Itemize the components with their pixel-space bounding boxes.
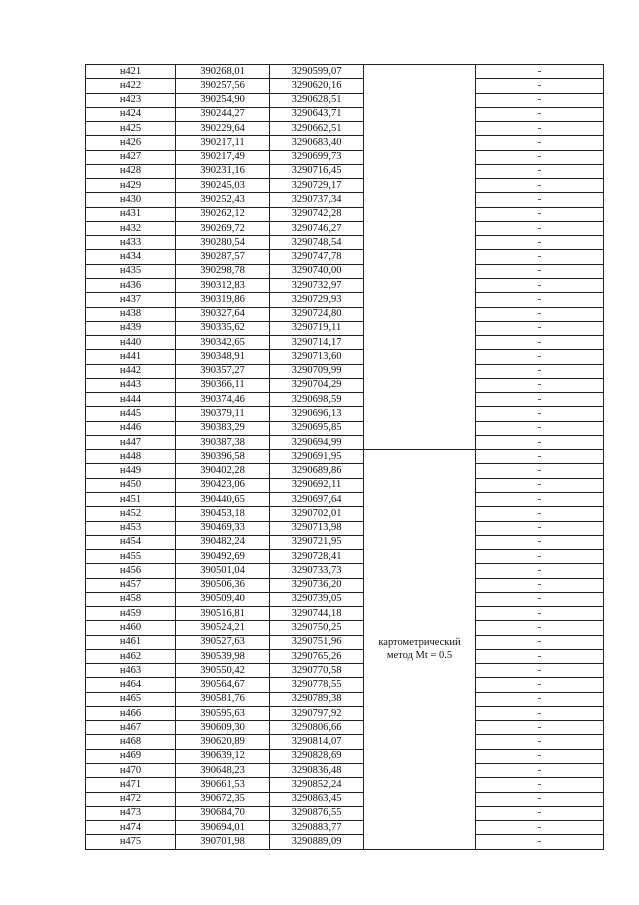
point-id-cell: н426 (86, 136, 176, 150)
x-coordinate-cell: 390383,29 (176, 421, 270, 435)
x-coordinate-cell: 390268,01 (176, 65, 270, 79)
point-id-cell: н437 (86, 293, 176, 307)
x-coordinate-cell: 390231,16 (176, 164, 270, 178)
point-id-cell: н443 (86, 378, 176, 392)
point-id-cell: н454 (86, 535, 176, 549)
table-row (86, 207, 604, 221)
point-id-cell: н458 (86, 592, 176, 606)
x-coordinate-cell: 390684,70 (176, 806, 270, 820)
note-cell: - (476, 792, 604, 806)
x-coordinate-cell: 390639,12 (176, 749, 270, 763)
y-coordinate-cell: 3290765,26 (270, 649, 364, 663)
x-coordinate-cell: 390229,64 (176, 122, 270, 136)
point-id-cell: н421 (86, 65, 176, 79)
y-coordinate-cell: 3290724,80 (270, 307, 364, 321)
note-cell: - (476, 350, 604, 364)
x-coordinate-cell: 390269,72 (176, 221, 270, 235)
table-row (86, 535, 604, 549)
table-row (86, 592, 604, 606)
table-row (86, 607, 604, 621)
y-coordinate-cell: 3290728,41 (270, 550, 364, 564)
y-coordinate-cell: 3290699,73 (270, 150, 364, 164)
x-coordinate-cell: 390342,65 (176, 336, 270, 350)
point-id-cell: н471 (86, 778, 176, 792)
method-cell-inner (364, 65, 475, 849)
y-coordinate-cell: 3290697,64 (270, 492, 364, 506)
x-coordinate-cell: 390257,56 (176, 79, 270, 93)
table-row (86, 521, 604, 535)
x-coordinate-cell: 390287,57 (176, 250, 270, 264)
note-cell: - (476, 107, 604, 121)
note-cell: - (476, 535, 604, 549)
table-row (86, 706, 604, 720)
point-id-cell: н474 (86, 821, 176, 835)
y-coordinate-cell: 3290643,71 (270, 107, 364, 121)
y-coordinate-cell: 3290748,54 (270, 236, 364, 250)
y-coordinate-cell: 3290662,51 (270, 122, 364, 136)
point-id-cell: н468 (86, 735, 176, 749)
point-id-cell: н473 (86, 806, 176, 820)
table-row (86, 550, 604, 564)
point-id-cell: н438 (86, 307, 176, 321)
table-row (86, 464, 604, 478)
y-coordinate-cell: 3290770,58 (270, 664, 364, 678)
table-row (86, 164, 604, 178)
note-cell: - (476, 564, 604, 578)
note-cell: - (476, 236, 604, 250)
x-coordinate-cell: 390516,81 (176, 607, 270, 621)
note-cell: - (476, 507, 604, 521)
point-id-cell: н450 (86, 478, 176, 492)
table-row (86, 293, 604, 307)
x-coordinate-cell: 390217,11 (176, 136, 270, 150)
y-coordinate-cell: 3290737,34 (270, 193, 364, 207)
point-id-cell: н428 (86, 164, 176, 178)
note-cell: - (476, 664, 604, 678)
note-cell: - (476, 421, 604, 435)
note-cell: - (476, 164, 604, 178)
x-coordinate-cell: 390280,54 (176, 236, 270, 250)
y-coordinate-cell: 3290709,99 (270, 364, 364, 378)
y-coordinate-cell: 3290747,78 (270, 250, 364, 264)
y-coordinate-cell: 3290863,45 (270, 792, 364, 806)
y-coordinate-cell: 3290620,16 (270, 79, 364, 93)
x-coordinate-cell: 390440,65 (176, 492, 270, 506)
table-row (86, 450, 604, 464)
point-id-cell: н444 (86, 393, 176, 407)
note-cell: - (476, 93, 604, 107)
point-id-cell: н445 (86, 407, 176, 421)
note-cell: - (476, 749, 604, 763)
x-coordinate-cell: 390581,76 (176, 692, 270, 706)
x-coordinate-cell: 390506,36 (176, 578, 270, 592)
y-coordinate-cell: 3290814,07 (270, 735, 364, 749)
note-cell: - (476, 778, 604, 792)
point-id-cell: н429 (86, 179, 176, 193)
x-coordinate-cell: 390348,91 (176, 350, 270, 364)
y-coordinate-cell: 3290739,05 (270, 592, 364, 606)
x-coordinate-cell: 390327,64 (176, 307, 270, 321)
note-cell: - (476, 521, 604, 535)
table-row (86, 122, 604, 136)
table-row (86, 264, 604, 278)
y-coordinate-cell: 3290721,95 (270, 535, 364, 549)
y-coordinate-cell: 3290713,98 (270, 521, 364, 535)
point-id-cell: н430 (86, 193, 176, 207)
y-coordinate-cell: 3290729,93 (270, 293, 364, 307)
y-coordinate-cell: 3290789,38 (270, 692, 364, 706)
point-id-cell: н465 (86, 692, 176, 706)
note-cell: - (476, 193, 604, 207)
note-cell: - (476, 264, 604, 278)
x-coordinate-cell: 390379,11 (176, 407, 270, 421)
x-coordinate-cell: 390262,12 (176, 207, 270, 221)
x-coordinate-cell: 390217,49 (176, 150, 270, 164)
y-coordinate-cell: 3290695,85 (270, 421, 364, 435)
x-coordinate-cell: 390672,35 (176, 792, 270, 806)
note-cell: - (476, 278, 604, 292)
table-row (86, 806, 604, 820)
y-coordinate-cell: 3290750,25 (270, 621, 364, 635)
y-coordinate-cell: 3290742,28 (270, 207, 364, 221)
x-coordinate-cell: 390423,06 (176, 478, 270, 492)
y-coordinate-cell: 3290719,11 (270, 321, 364, 335)
note-cell: - (476, 821, 604, 835)
point-id-cell: н425 (86, 122, 176, 136)
point-id-cell: н435 (86, 264, 176, 278)
note-cell: - (476, 706, 604, 720)
x-coordinate-cell: 390524,21 (176, 621, 270, 635)
note-cell: - (476, 150, 604, 164)
table-row (86, 635, 604, 649)
x-coordinate-cell: 390396,58 (176, 450, 270, 464)
note-cell: - (476, 207, 604, 221)
note-cell: - (476, 250, 604, 264)
note-cell: - (476, 649, 604, 663)
table-row (86, 407, 604, 421)
point-id-cell: н447 (86, 435, 176, 449)
table-row (86, 492, 604, 506)
table-row (86, 507, 604, 521)
note-cell: - (476, 592, 604, 606)
y-coordinate-cell: 3290883,77 (270, 821, 364, 835)
table-row (86, 65, 604, 79)
x-coordinate-cell: 390252,43 (176, 193, 270, 207)
point-id-cell: н457 (86, 578, 176, 592)
x-coordinate-cell: 390453,18 (176, 507, 270, 521)
table-row (86, 193, 604, 207)
x-coordinate-cell: 390319,86 (176, 293, 270, 307)
y-coordinate-cell: 3290732,97 (270, 278, 364, 292)
point-id-cell: н422 (86, 79, 176, 93)
point-id-cell: н442 (86, 364, 176, 378)
note-cell: - (476, 435, 604, 449)
table-row (86, 93, 604, 107)
note-cell: - (476, 378, 604, 392)
y-coordinate-cell: 3290691,95 (270, 450, 364, 464)
table-row (86, 421, 604, 435)
y-coordinate-cell: 3290628,51 (270, 93, 364, 107)
note-cell: - (476, 835, 604, 849)
x-coordinate-cell: 390550,42 (176, 664, 270, 678)
x-coordinate-cell: 390374,46 (176, 393, 270, 407)
note-cell: - (476, 464, 604, 478)
table-row (86, 749, 604, 763)
point-id-cell: н452 (86, 507, 176, 521)
table-row (86, 179, 604, 193)
note-cell: - (476, 136, 604, 150)
x-coordinate-cell: 390245,03 (176, 179, 270, 193)
point-id-cell: н436 (86, 278, 176, 292)
y-coordinate-cell: 3290702,01 (270, 507, 364, 521)
table-row (86, 735, 604, 749)
y-coordinate-cell: 3290599,07 (270, 65, 364, 79)
y-coordinate-cell: 3290714,17 (270, 336, 364, 350)
table-row (86, 107, 604, 121)
note-cell: - (476, 293, 604, 307)
table-row (86, 478, 604, 492)
x-coordinate-cell: 390402,28 (176, 464, 270, 478)
x-coordinate-cell: 390335,62 (176, 321, 270, 335)
x-coordinate-cell: 390501,04 (176, 564, 270, 578)
point-id-cell: н446 (86, 421, 176, 435)
y-coordinate-cell: 3290696,13 (270, 407, 364, 421)
coordinates-table-body (86, 65, 604, 850)
point-id-cell: н469 (86, 749, 176, 763)
y-coordinate-cell: 3290713,60 (270, 350, 364, 364)
point-id-cell: н453 (86, 521, 176, 535)
table-row (86, 664, 604, 678)
note-cell: - (476, 806, 604, 820)
point-id-cell: н431 (86, 207, 176, 221)
table-row (86, 307, 604, 321)
table-row (86, 150, 604, 164)
y-coordinate-cell: 3290692,11 (270, 478, 364, 492)
x-coordinate-cell: 390366,11 (176, 378, 270, 392)
point-id-cell: н423 (86, 93, 176, 107)
method-cell-lower-section (364, 450, 475, 849)
point-id-cell: н460 (86, 621, 176, 635)
point-id-cell: н464 (86, 678, 176, 692)
note-cell: - (476, 407, 604, 421)
x-coordinate-cell: 390254,90 (176, 93, 270, 107)
y-coordinate-cell: 3290683,40 (270, 136, 364, 150)
note-cell: - (476, 450, 604, 464)
point-id-cell: н475 (86, 835, 176, 849)
y-coordinate-cell: 3290836,48 (270, 764, 364, 778)
table-row (86, 136, 604, 150)
x-coordinate-cell: 390509,40 (176, 592, 270, 606)
x-coordinate-cell: 390564,67 (176, 678, 270, 692)
y-coordinate-cell: 3290740,00 (270, 264, 364, 278)
point-id-cell: н459 (86, 607, 176, 621)
point-id-cell: н433 (86, 236, 176, 250)
point-id-cell: н448 (86, 450, 176, 464)
table-row (86, 79, 604, 93)
x-coordinate-cell: 390482,24 (176, 535, 270, 549)
y-coordinate-cell: 3290729,17 (270, 179, 364, 193)
y-coordinate-cell: 3290889,09 (270, 835, 364, 849)
note-cell: - (476, 764, 604, 778)
point-id-cell: н472 (86, 792, 176, 806)
y-coordinate-cell: 3290746,27 (270, 221, 364, 235)
y-coordinate-cell: 3290828,69 (270, 749, 364, 763)
table-row (86, 364, 604, 378)
table-row (86, 721, 604, 735)
x-coordinate-cell: 390387,38 (176, 435, 270, 449)
y-coordinate-cell: 3290704,29 (270, 378, 364, 392)
x-coordinate-cell: 390620,89 (176, 735, 270, 749)
table-row (86, 821, 604, 835)
table-row (86, 278, 604, 292)
note-cell: - (476, 364, 604, 378)
note-cell: - (476, 79, 604, 93)
x-coordinate-cell: 390357,27 (176, 364, 270, 378)
x-coordinate-cell: 390701,98 (176, 835, 270, 849)
table-row (86, 692, 604, 706)
table-row (86, 578, 604, 592)
y-coordinate-cell: 3290852,24 (270, 778, 364, 792)
note-cell: - (476, 221, 604, 235)
y-coordinate-cell: 3290806,66 (270, 721, 364, 735)
table-row (86, 250, 604, 264)
x-coordinate-cell: 390661,53 (176, 778, 270, 792)
point-id-cell: н427 (86, 150, 176, 164)
y-coordinate-cell: 3290694,99 (270, 435, 364, 449)
point-id-cell: н451 (86, 492, 176, 506)
y-coordinate-cell: 3290751,96 (270, 635, 364, 649)
point-id-cell: н462 (86, 649, 176, 663)
point-id-cell: н449 (86, 464, 176, 478)
method-label-line-1: картометрический (378, 637, 461, 649)
note-cell: - (476, 721, 604, 735)
note-cell: - (476, 578, 604, 592)
x-coordinate-cell: 390469,33 (176, 521, 270, 535)
note-cell: - (476, 65, 604, 79)
note-cell: - (476, 735, 604, 749)
note-cell: - (476, 550, 604, 564)
note-cell: - (476, 307, 604, 321)
method-cell-upper-section (364, 65, 475, 450)
point-id-cell: н467 (86, 721, 176, 735)
point-id-cell: н455 (86, 550, 176, 564)
note-cell: - (476, 635, 604, 649)
note-cell: - (476, 393, 604, 407)
x-coordinate-cell: 390527,63 (176, 635, 270, 649)
point-id-cell: н456 (86, 564, 176, 578)
x-coordinate-cell: 390694,01 (176, 821, 270, 835)
table-row (86, 378, 604, 392)
y-coordinate-cell: 3290778,55 (270, 678, 364, 692)
table-row (86, 221, 604, 235)
note-cell: - (476, 478, 604, 492)
table-row (86, 350, 604, 364)
point-id-cell: н461 (86, 635, 176, 649)
note-cell: - (476, 122, 604, 136)
table-row (86, 336, 604, 350)
table-row (86, 649, 604, 663)
method-label-line-2: метод Mt = 0.5 (386, 650, 453, 662)
method-label (378, 636, 460, 662)
note-cell: - (476, 607, 604, 621)
x-coordinate-cell: 390609,30 (176, 721, 270, 735)
note-cell: - (476, 678, 604, 692)
table-row (86, 778, 604, 792)
x-coordinate-cell: 390312,83 (176, 278, 270, 292)
point-id-cell: н466 (86, 706, 176, 720)
note-cell: - (476, 336, 604, 350)
y-coordinate-cell: 3290744,18 (270, 607, 364, 621)
x-coordinate-cell: 390244,27 (176, 107, 270, 121)
note-cell: - (476, 621, 604, 635)
note-cell: - (476, 492, 604, 506)
x-coordinate-cell: 390492,69 (176, 550, 270, 564)
x-coordinate-cell: 390648,23 (176, 764, 270, 778)
table-row (86, 621, 604, 635)
coordinates-table (85, 64, 604, 850)
point-id-cell: н470 (86, 764, 176, 778)
table-row (86, 764, 604, 778)
x-coordinate-cell: 390298,78 (176, 264, 270, 278)
x-coordinate-cell: 390539,98 (176, 649, 270, 663)
point-id-cell: н440 (86, 336, 176, 350)
point-id-cell: н463 (86, 664, 176, 678)
note-cell: - (476, 321, 604, 335)
point-id-cell: н441 (86, 350, 176, 364)
point-id-cell: н432 (86, 221, 176, 235)
y-coordinate-cell: 3290736,20 (270, 578, 364, 592)
y-coordinate-cell: 3290716,45 (270, 164, 364, 178)
y-coordinate-cell: 3290733,73 (270, 564, 364, 578)
table-row (86, 321, 604, 335)
y-coordinate-cell: 3290689,86 (270, 464, 364, 478)
y-coordinate-cell: 3290797,92 (270, 706, 364, 720)
table-row (86, 835, 604, 849)
note-cell: - (476, 179, 604, 193)
y-coordinate-cell: 3290876,55 (270, 806, 364, 820)
method-cell (364, 65, 476, 850)
table-row (86, 236, 604, 250)
table-row (86, 678, 604, 692)
point-id-cell: н434 (86, 250, 176, 264)
table-row (86, 792, 604, 806)
note-cell: - (476, 692, 604, 706)
y-coordinate-cell: 3290698,59 (270, 393, 364, 407)
table-row (86, 435, 604, 449)
x-coordinate-cell: 390595,63 (176, 706, 270, 720)
table-row (86, 564, 604, 578)
point-id-cell: н439 (86, 321, 176, 335)
table-row (86, 393, 604, 407)
point-id-cell: н424 (86, 107, 176, 121)
